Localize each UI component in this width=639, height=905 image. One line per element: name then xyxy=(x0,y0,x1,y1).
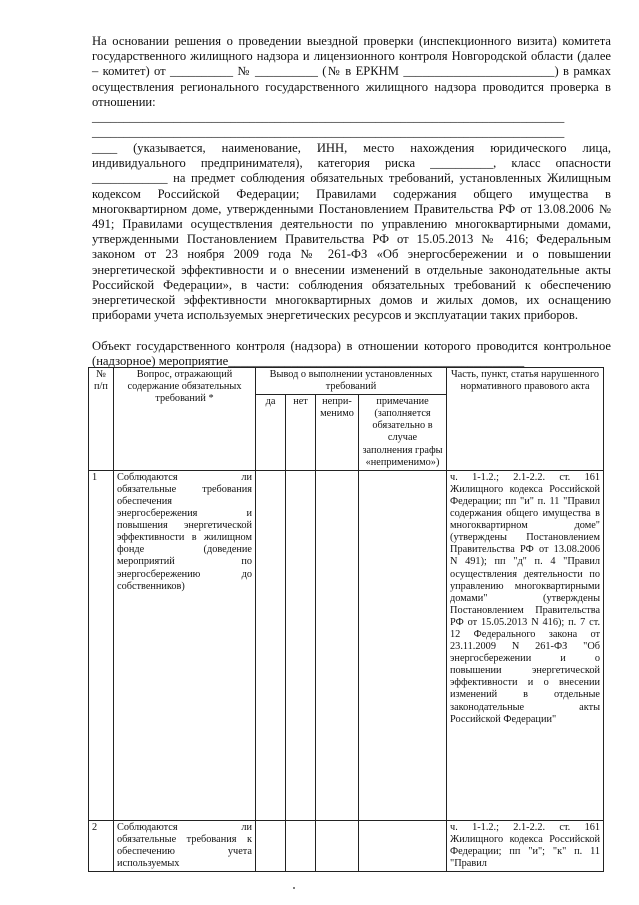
header-num: № п/п xyxy=(89,368,114,471)
subject-paragraph: ____ (указывается, наименование, ИНН, место нахождения юридического лица, индивидуального предпринимателя), категория риска __________, класс опасности ____________ на предмет соблюдения обязательных требований, установленных Жилищным кодексом Российской Федерации; Правилами содержания общего имущества в многоквартирном доме, утвержденными Постановлением Правительства РФ от 13.08.2006 № 491; Правилами осуществления деятельности по управлению многоквартирными домами, утвержденными Постановлением Правительства РФ от 15.05.2013 № 416; Федеральным законом от 23 ноября 2009 года № 261-ФЗ «Об энергосбережении и о повышении энергетической эффективности и о внесении изменений в отдельные законодательные акты Российской Федерации», в части: соблюдения обязательных требований к обеспечению энергетической эффективности многоквартирных домов и жилых домов, их оснащению приборами учета используемых энергетических ресурсов и эксплуатации таких приборов. xyxy=(92,141,611,323)
header-no: нет xyxy=(286,395,316,471)
row-no-cell xyxy=(286,820,316,871)
table-row xyxy=(89,470,604,820)
row-reference: ч. 1-1.2.; 2.1-2.2. ст. 161 Жилищного кодекса Российской Федерации; пп "и"; "к" п. 11 "Правил xyxy=(447,820,604,871)
requirements-table xyxy=(88,367,604,872)
row-note-cell xyxy=(359,820,447,871)
row-question: Соблюдаются ли обязательные требования к обеспечению учета используемых xyxy=(114,820,256,871)
intro-paragraph: На основании решения о проведении выездной проверки (инспекционного визита) комитета государственного жилищного надзора и лицензионного контроля Новгородской области (далее – комитет) от __________ № __________ (№ в ЕРКНМ ________________________) в рамках осуществления регионального государственного жилищного надзора проводится проверка в отношении: ___________________________________________________________________________ ___________________________________________________________________________ xyxy=(92,34,611,140)
header-reference: Часть, пункт, статья нарушенного нормативного правового акта xyxy=(447,368,604,471)
row-yes-cell xyxy=(256,820,286,871)
header-conclusion: Вывод о выполнении установленных требований xyxy=(256,368,447,395)
object-paragraph: Объект государственного контроля (надзора) в отношении которого проводится контрольное (надзорное) мероприятие_______________________________________________ xyxy=(92,339,611,369)
row-num: 1 xyxy=(89,470,114,820)
row-yes-cell xyxy=(256,470,286,820)
row-reference: ч. 1-1.2.; 2.1-2.2. ст. 161 Жилищного кодекса Российской Федерации; пп "и" п. 11 "Правил содержания общего имущества в многоквартирном доме" (утверждены Постановлением Правительства РФ от 13.08.2006 N 491); пп "д" п. 4 "Правил осуществления деятельности по управлению многоквартирными домами" (утверждены Постановлением Правительства РФ от 15.05.2013 N 416); п. 7 ст. 12 Федерального закона от 23.11.2009 N 261-ФЗ "Об энергосбережении и о повышении энергетической эффективности и о внесении изменений в отдельные законодательные акты Российской Федерации" xyxy=(447,470,604,820)
table-header-row xyxy=(89,368,604,395)
header-note: примечание (заполняется обязательно в случае заполнения графы «неприменимо») xyxy=(359,395,447,471)
scan-speck xyxy=(293,887,295,889)
header-yes: да xyxy=(256,395,286,471)
row-na-cell xyxy=(316,820,359,871)
header-question: Вопрос, отражающий содержание обязательных требований * xyxy=(114,368,256,471)
row-num: 2 xyxy=(89,820,114,871)
row-no-cell xyxy=(286,470,316,820)
table-row xyxy=(89,820,604,871)
row-question: Соблюдаются ли обязательные требования обеспечения энергосбережения и повышения энергетической эффективности в жилищном фонде (доведение мероприятий по энергосбережению до собственников) xyxy=(114,470,256,820)
header-na: непри-менимо xyxy=(316,395,359,471)
row-na-cell xyxy=(316,470,359,820)
row-note-cell xyxy=(359,470,447,820)
